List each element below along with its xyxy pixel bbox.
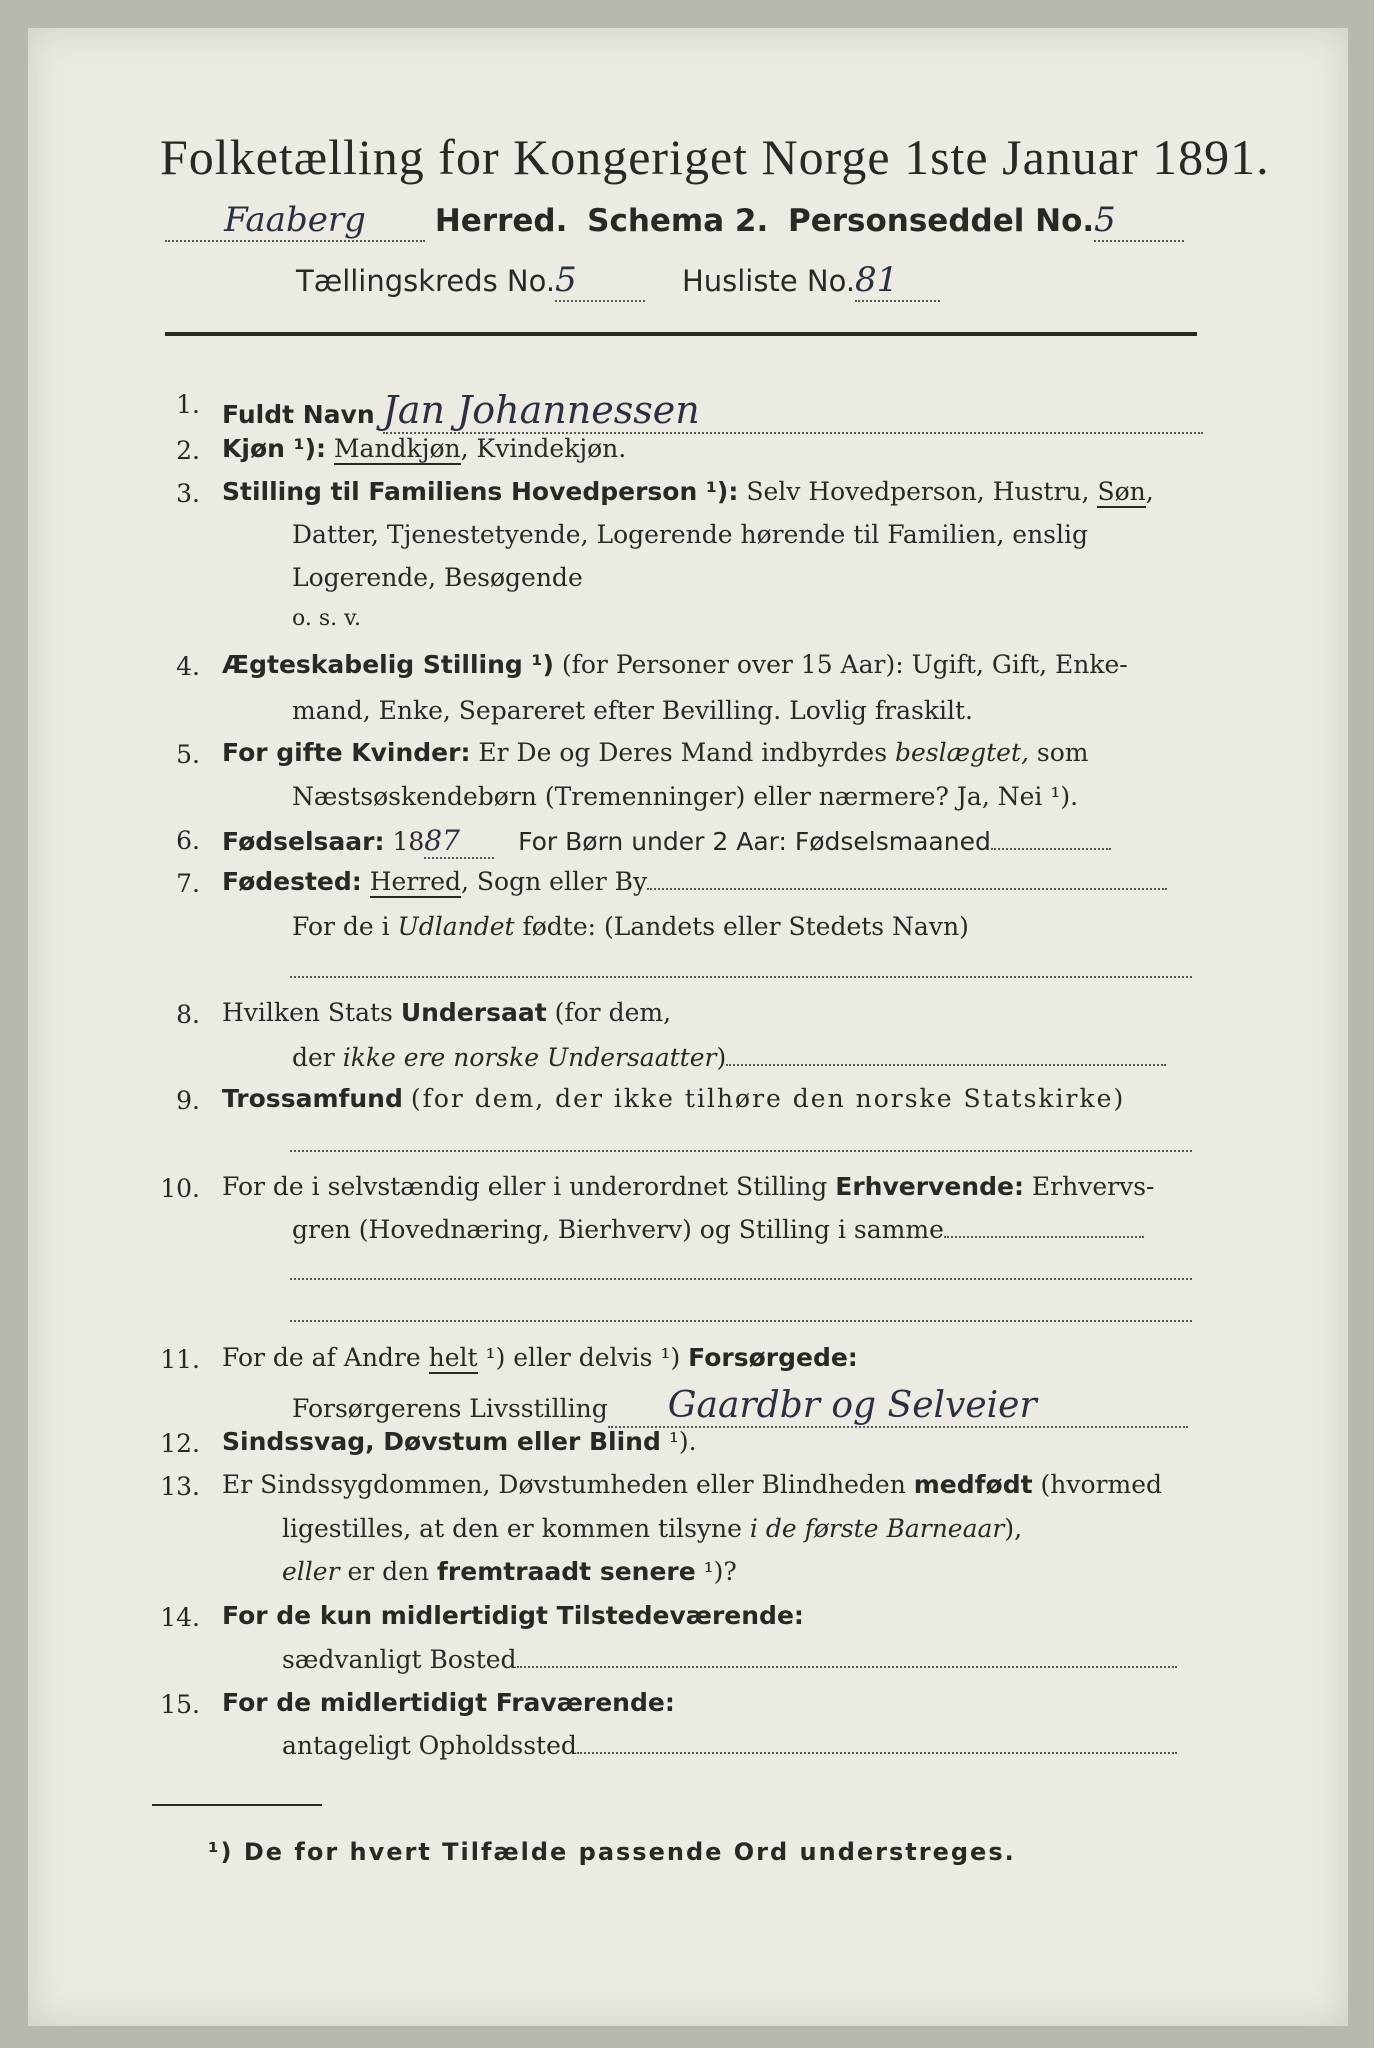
- q12-number: 12.: [160, 1429, 200, 1458]
- q7-label: Fødested:: [222, 867, 362, 896]
- q9-line1: [222, 1084, 1125, 1113]
- q2-number: 2.: [176, 436, 200, 465]
- q5-line2: Næstsøskendebørn (Tremenninger) eller nærmere? Ja, Nei ¹).: [292, 782, 1079, 811]
- kreds-number: 5: [555, 260, 577, 300]
- q12-text-a: ¹).: [660, 1427, 697, 1456]
- personseddel-number: 5: [1094, 200, 1116, 240]
- q13-line3b: er den: [339, 1557, 438, 1586]
- kreds-line: [296, 260, 940, 302]
- q11-provider-occupation: Gaardbr og Selveier: [667, 1385, 1037, 1426]
- q6-number: 6.: [176, 826, 200, 855]
- q1-full-name: Jan Johannessen: [382, 388, 700, 432]
- q12-label: Sindssvag, Døvstum eller Blind: [222, 1427, 661, 1456]
- q6-birth-year: 87: [424, 824, 460, 857]
- q7-selected-herred: Herred: [369, 867, 462, 896]
- husliste-number: 81: [855, 260, 899, 300]
- q13-label: medfødt: [913, 1470, 1033, 1499]
- q3-line1: [222, 477, 1154, 506]
- q15-line2: [282, 1731, 1177, 1760]
- q13-line2-italic: i de første Barneaar: [749, 1514, 1005, 1543]
- q3-text-a: Selv Hovedperson, Hustru,: [746, 477, 1090, 506]
- q7-blank-line: [290, 976, 1192, 978]
- q8-line2-italic: ikke ere norske Undersaatter: [342, 1043, 717, 1072]
- q15-line2-text: antageligt Opholdssted: [282, 1731, 577, 1760]
- header-rule: [165, 332, 1197, 336]
- q5-label: For gifte Kvinder:: [222, 738, 471, 767]
- q5-number: 5.: [176, 740, 200, 769]
- q3-line4: o. s. v.: [292, 606, 361, 631]
- q14-line2-text: sædvanligt Bosted: [282, 1645, 517, 1674]
- q3-label: Stilling til Familiens Hovedperson ¹):: [222, 477, 739, 506]
- q2-line: [222, 434, 626, 463]
- q5-text-b: som: [1028, 738, 1089, 767]
- q14-line1: [222, 1601, 804, 1630]
- q8-line2: [292, 1043, 1166, 1072]
- q11-label: Forsørgede:: [688, 1343, 858, 1372]
- q3-number: 3.: [176, 479, 200, 508]
- q1-label: Fuldt Navn: [222, 400, 375, 429]
- q12-line: [222, 1427, 697, 1456]
- q13-line1: [222, 1470, 1162, 1499]
- husliste-label: Husliste No.: [681, 264, 856, 298]
- q13-number: 13.: [160, 1472, 200, 1501]
- q7-line2: [292, 912, 969, 941]
- footnote-rule: [152, 1804, 322, 1806]
- q3-selected-son: Søn: [1097, 477, 1146, 506]
- herred-line: [165, 200, 1184, 242]
- q8-line1: [222, 998, 671, 1027]
- q14-number: 14.: [160, 1603, 200, 1632]
- q4-text-a: (for Personer over 15 Aar): Ugift, Gift, Enke-: [561, 650, 1128, 679]
- q11-line2-text: Forsørgerens Livsstilling: [292, 1394, 608, 1423]
- q3-text-b: ,: [1145, 477, 1154, 506]
- q13-line2: [282, 1514, 1022, 1543]
- q8-text-b: (for dem,: [546, 998, 672, 1027]
- q13-text-b: (hvormed: [1032, 1470, 1162, 1499]
- q13-line3c: ¹)?: [695, 1557, 737, 1586]
- q1-line: [222, 388, 1203, 434]
- q10-line1: [222, 1172, 1154, 1201]
- q4-number: 4.: [176, 652, 200, 681]
- q10-blank-line-1: [290, 1278, 1192, 1280]
- q10-label: Erhvervende:: [835, 1172, 1024, 1201]
- q13-line2b: ),: [1004, 1514, 1023, 1543]
- q13-line2a: ligestilles, at den er kommen tilsyne: [282, 1514, 750, 1543]
- q3-line3: Logerende, Besøgende: [292, 563, 583, 592]
- q7-line2-italic: Udlandet: [397, 912, 515, 941]
- q11-number: 11.: [160, 1345, 200, 1374]
- q10-line2-text: gren (Hovednæring, Bierhverv) og Stilling i samme: [292, 1215, 944, 1244]
- q11-text-b: ¹) eller delvis ¹): [477, 1343, 689, 1372]
- q7-number: 7.: [176, 869, 200, 898]
- q7-text-a: , Sogn eller By: [461, 867, 648, 896]
- q8-number: 8.: [176, 1000, 200, 1029]
- q13-text-a: Er Sindssygdommen, Døvstumheden eller Blindheden: [222, 1470, 914, 1499]
- q15-line1: [222, 1688, 675, 1717]
- q13-line3-bold: fremtraadt senere: [437, 1557, 696, 1586]
- q10-blank-line-2: [290, 1320, 1192, 1322]
- q10-number: 10.: [160, 1174, 200, 1203]
- q7-line2b: fødte: (Landets eller Stedets Navn): [514, 912, 969, 941]
- q13-line3: [282, 1557, 737, 1586]
- q7-line2a: For de i: [292, 912, 398, 941]
- q9-number: 9.: [176, 1086, 200, 1115]
- q6-label: Fødselsaar:: [222, 827, 385, 856]
- q14-label: For de kun midlertidigt Tilstedeværende:: [222, 1601, 804, 1630]
- q8-line2b: ): [716, 1043, 727, 1072]
- herred-label: Herred.: [434, 203, 568, 239]
- schema-label: Schema 2.: [587, 203, 769, 239]
- q11-selected-helt: helt: [428, 1343, 478, 1372]
- q1-number: 1.: [176, 390, 200, 419]
- footnote: [208, 1838, 1016, 1866]
- q6-text-b: For Børn under 2 Aar: Fødselsmaaned: [518, 827, 991, 856]
- q4-line2: mand, Enke, Separeret efter Bevilling. Lovlig fraskilt.: [292, 696, 973, 725]
- personseddel-label: Personseddel No.: [788, 203, 1095, 239]
- kreds-label: Tællingskreds No.: [296, 264, 556, 298]
- q8-text-a: Hvilken Stats: [222, 998, 401, 1027]
- q14-line2: [282, 1645, 1177, 1674]
- q5-line1: [222, 738, 1089, 767]
- q3-line2: Datter, Tjenestetyende, Logerende hørende til Familien, enslig: [292, 520, 1089, 549]
- census-form-sheet: [28, 28, 1348, 2026]
- q2-kvindekjon: , Kvindekjøn.: [460, 434, 627, 463]
- q8-label: Undersaat: [400, 998, 547, 1027]
- q5-text-a: Er De og Deres Mand indbyrdes: [478, 738, 895, 767]
- q4-label: Ægteskabelig Stilling ¹): [222, 650, 554, 679]
- q7-line1: [222, 867, 1167, 896]
- q11-line1: [222, 1343, 858, 1372]
- q8-line2a: der: [292, 1043, 343, 1072]
- footnote-text: ¹) De for hvert Tilfælde passende Ord understreges.: [208, 1838, 1016, 1866]
- q5-text-italic: beslægtet,: [895, 738, 1029, 767]
- q15-number: 15.: [160, 1690, 200, 1719]
- q9-blank-line: [290, 1150, 1192, 1152]
- q10-line2: [292, 1215, 1144, 1244]
- q15-label: For de midlertidigt Fraværende:: [222, 1688, 675, 1717]
- q4-line1: [222, 650, 1128, 679]
- q2-selected-mandkjon: Mandkjøn: [333, 434, 461, 463]
- q11-text-a: For de af Andre: [222, 1343, 429, 1372]
- q9-label: Trossamfund: [222, 1084, 403, 1113]
- q13-line3-italic: eller: [282, 1557, 340, 1586]
- q9-text-a: (for dem, der ikke tilhøre den norske Statskirke): [410, 1084, 1126, 1113]
- q10-text-a: For de i selvstændig eller i underordnet Stilling: [222, 1172, 836, 1201]
- q6-prefix: 18: [392, 827, 425, 856]
- herred-name: Faaberg: [224, 200, 366, 240]
- q11-line2: [292, 1385, 1188, 1428]
- q10-text-b: Erhvervs-: [1023, 1172, 1155, 1201]
- q2-label: Kjøn ¹):: [222, 434, 326, 463]
- form-title: Folketælling for Kongeriget Norge 1ste Januar 1891.: [160, 129, 1270, 185]
- q6-line: [222, 824, 1111, 859]
